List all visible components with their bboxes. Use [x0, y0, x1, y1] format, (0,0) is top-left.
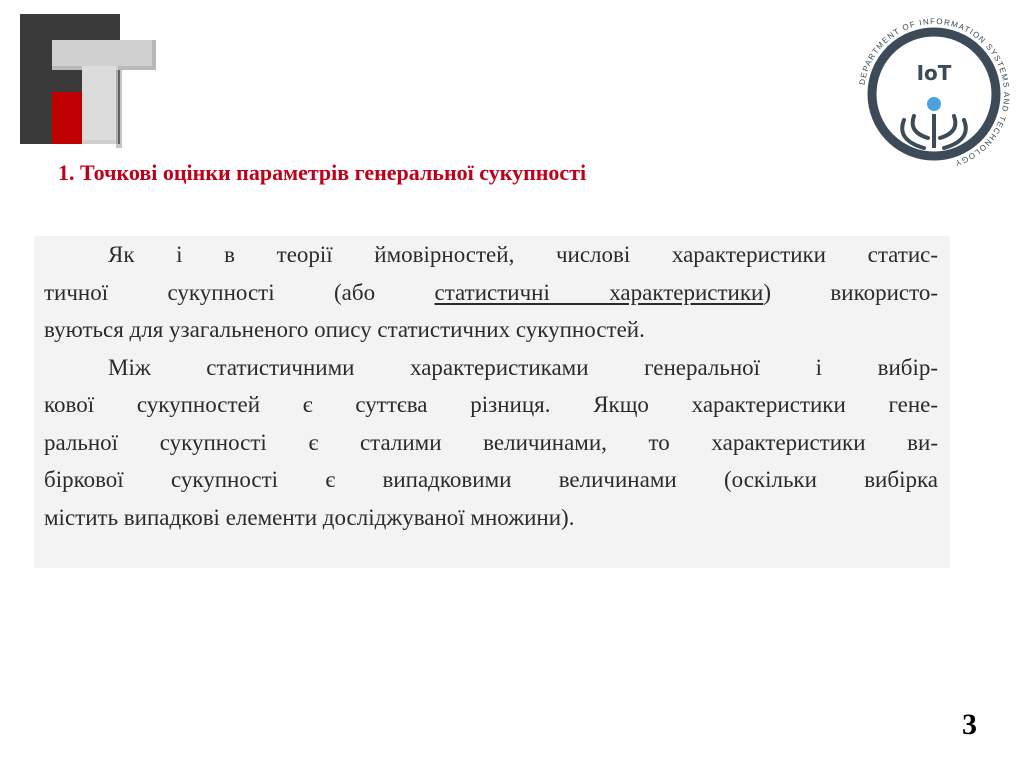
paragraph-1-line-2	[44, 274, 938, 312]
paragraph-2-line-1: Між статистичними характеристиками генеральної і вибір-	[108, 354, 938, 380]
iot-ring-text: DEPARTMENT OF INFORMATION SYSTEMS AND TECHNOLOGY	[857, 16, 1012, 168]
paragraph-2	[34, 349, 950, 537]
paragraph-2-line-3: ральної сукупності є сталими величинами, то характеристики ви-	[44, 429, 938, 455]
paragraph-2-line-5: містить випадкові елементи досліджуваної множини).	[44, 504, 575, 530]
paragraph-1	[34, 236, 950, 349]
slide-title: 1. Точкові оцінки параметрів генеральної сукупності	[58, 160, 587, 185]
paragraph-1-line-3: вуються для узагальненого опису статистичних сукупностей.	[44, 317, 645, 342]
iot-logo	[848, 8, 1020, 180]
ft-logo	[20, 14, 156, 148]
paragraph-2-line-2: кової сукупностей є суттєва різниця. Якщо характеристики гене-	[44, 392, 938, 417]
paragraph-1-line-1: Як і в теорії ймовірностей, числові характеристики статис-	[108, 242, 938, 267]
paragraph-1-line-2-pre: тичної сукупності (або	[44, 279, 435, 305]
scanned-text-block	[34, 236, 950, 568]
page-number: 3	[962, 708, 977, 741]
paragraph-1-line-2-post: ) використо-	[763, 279, 938, 305]
iot-center-text: IoT	[916, 61, 952, 85]
paragraph-2-line-4: біркової сукупності є випадковими величинами (оскільки вибірка	[44, 467, 938, 492]
underlined-term: статистичні характеристики	[434, 279, 764, 305]
